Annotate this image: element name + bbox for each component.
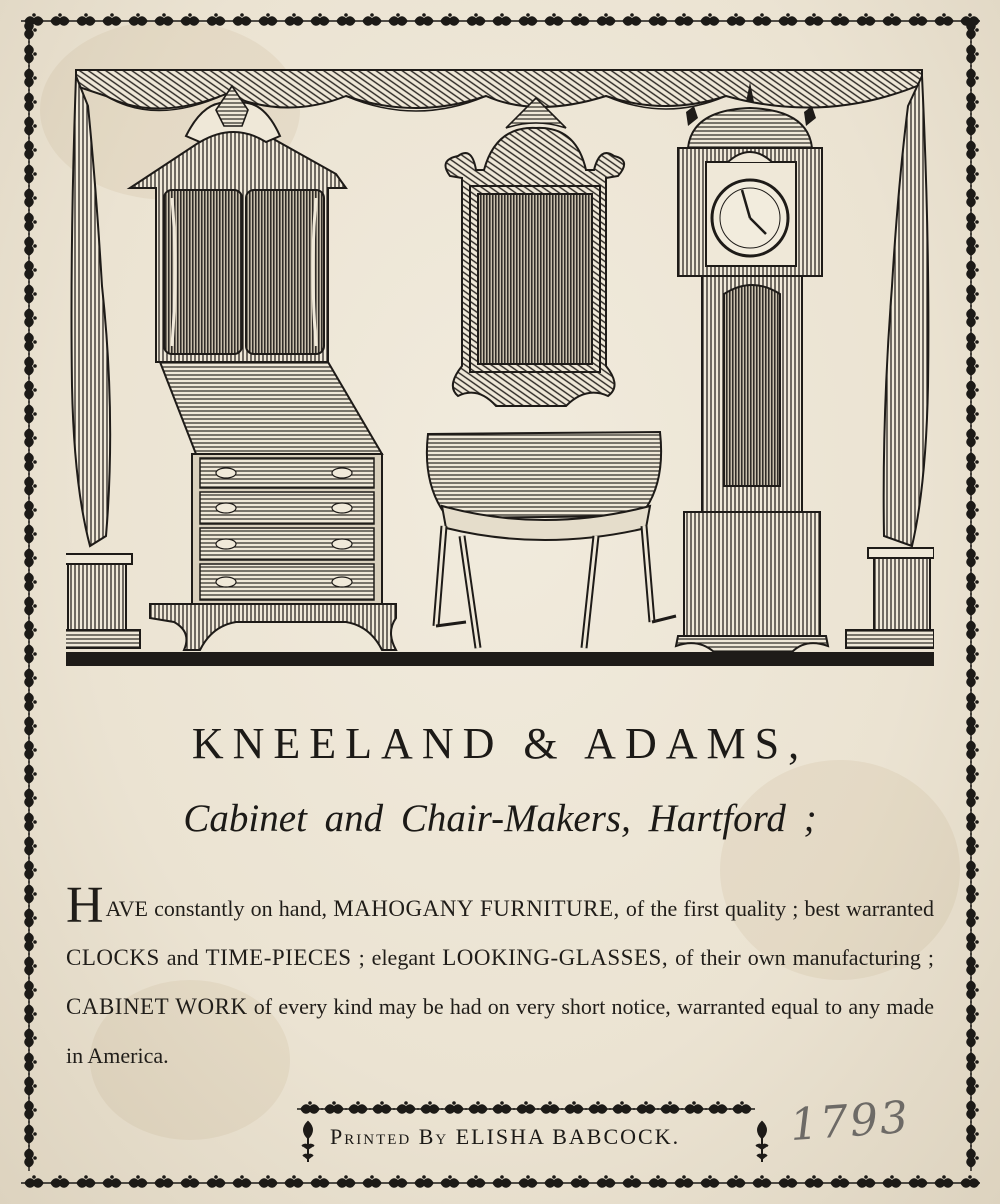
fleuron-icon (645, 13, 671, 25)
body-text-run: ; elegant (351, 945, 443, 970)
body-text-run: of every kind may be had on very short notice, warranted equal to any made in America. (66, 994, 934, 1068)
fleuron-icon (619, 1175, 645, 1187)
fleuron-icon (25, 497, 37, 523)
body-text-run: AVE constantly on hand, (105, 896, 334, 921)
fleuron-icon (385, 1175, 411, 1187)
drapery-right (884, 76, 929, 546)
fleuron-icon (25, 1097, 37, 1123)
fleuron-icon (177, 13, 203, 25)
fleuron-icon (967, 857, 979, 883)
fleuron-icon (229, 13, 255, 25)
fleuron-icon (967, 185, 979, 211)
fleuron-icon (47, 13, 73, 25)
fleuron-icon (967, 41, 979, 67)
fleuron-icon (513, 1101, 539, 1113)
fleuron-icon (417, 1101, 443, 1113)
fleuron-icon (541, 1175, 567, 1187)
fleuron-icon (931, 13, 957, 25)
fleuron-icon (125, 1175, 151, 1187)
right-ornamental-border (956, 20, 986, 1184)
fleuron-icon (749, 13, 775, 25)
fleuron-icon (345, 1101, 371, 1113)
fleuron-icon (775, 1175, 801, 1187)
fleuron-icon (321, 1101, 347, 1113)
fleuron-icon (297, 1101, 323, 1113)
fleuron-icon (151, 13, 177, 25)
fleuron-icon (723, 13, 749, 25)
fleuron-icon (25, 521, 37, 547)
fleuron-icon (25, 377, 37, 403)
body-caps-phrase: CABINET WORK (66, 994, 248, 1019)
fleuron-icon (967, 1121, 979, 1147)
fleuron-icon (827, 1175, 853, 1187)
fleuron-icon (25, 353, 37, 379)
fleuron-icon (967, 257, 979, 283)
trade-subheading: Cabinet and Chair-Makers, Hartford ; (183, 797, 817, 840)
fleuron-icon (281, 13, 307, 25)
fleuron-icon (967, 449, 979, 475)
fleuron-icon (515, 13, 541, 25)
fleuron-icon (411, 13, 437, 25)
fleuron-icon (359, 13, 385, 25)
fleuron-icon (25, 20, 37, 43)
fleuron-icon (73, 13, 99, 25)
fleuron-icon (967, 977, 979, 1003)
fleuron-icon (967, 569, 979, 595)
fleuron-icon (47, 1175, 73, 1187)
fleuron-icon (967, 329, 979, 355)
fleuron-icon (853, 13, 879, 25)
fleuron-icon (25, 665, 37, 691)
fleuron-icon (967, 1001, 979, 1027)
fleuron-icon (437, 1175, 463, 1187)
fleuron-icon (25, 1121, 37, 1147)
fleuron-icon (657, 1101, 683, 1113)
fleuron-icon (967, 905, 979, 931)
fleuron-icon (203, 1175, 229, 1187)
fleuron-icon (967, 1049, 979, 1075)
right-fleuron-icon (750, 1120, 774, 1164)
fleuron-icon (359, 1175, 385, 1187)
tall-case-clock (676, 82, 828, 652)
fleuron-icon (25, 929, 37, 955)
fleuron-icon (537, 1101, 563, 1113)
fleuron-icon (229, 1175, 255, 1187)
fleuron-icon (307, 1175, 333, 1187)
fleuron-icon (697, 13, 723, 25)
left-ornamental-border (14, 20, 44, 1184)
body-caps-phrase: TIME-PIECES (205, 945, 352, 970)
drapery-swag (76, 70, 922, 111)
fleuron-icon (307, 13, 333, 25)
fleuron-icon (489, 1175, 515, 1187)
fleuron-icon (967, 65, 979, 91)
fleuron-icon (99, 1175, 125, 1187)
bottom-ornamental-border (20, 1170, 980, 1196)
fleuron-icon (393, 1101, 419, 1113)
fleuron-icon (25, 161, 37, 187)
fleuron-icon (561, 1101, 587, 1113)
fleuron-icon (967, 281, 979, 307)
fleuron-icon (671, 13, 697, 25)
top-ornamental-border (20, 8, 980, 34)
fleuron-icon (905, 13, 931, 25)
fleuron-icon (567, 13, 593, 25)
fleuron-icon (255, 13, 281, 25)
body-caps-phrase: MAHOGANY FURNITURE, (333, 896, 620, 921)
handwritten-date: 1793 (788, 1091, 912, 1152)
fleuron-icon (25, 233, 37, 259)
fleuron-icon (333, 1175, 359, 1187)
fleuron-icon (465, 1101, 491, 1113)
fleuron-icon (25, 569, 37, 595)
fleuron-icon (437, 13, 463, 25)
fleuron-icon (967, 1145, 979, 1171)
fleuron-icon (177, 1175, 203, 1187)
fleuron-icon (489, 13, 515, 25)
fleuron-icon (967, 137, 979, 163)
furniture-engraving (66, 66, 934, 674)
fleuron-icon (25, 1025, 37, 1051)
fleuron-icon (967, 665, 979, 691)
fleuron-icon (967, 113, 979, 139)
fleuron-icon (619, 13, 645, 25)
fleuron-icon (967, 353, 979, 379)
fleuron-icon (25, 905, 37, 931)
fleuron-icon (645, 1175, 671, 1187)
fleuron-icon (25, 65, 37, 91)
fleuron-icon (25, 1145, 37, 1171)
fleuron-icon (515, 1175, 541, 1187)
fleuron-icon (25, 641, 37, 667)
fleuron-icon (633, 1101, 659, 1113)
fleuron-icon (729, 1101, 755, 1113)
fleuron-icon (151, 1175, 177, 1187)
fleuron-icon (967, 953, 979, 979)
drop-leaf-table (427, 432, 676, 648)
fleuron-icon (967, 521, 979, 547)
fleuron-icon (967, 233, 979, 259)
fleuron-icon (905, 1175, 931, 1187)
fleuron-icon (25, 401, 37, 427)
fleuron-icon (333, 13, 359, 25)
fleuron-icon (609, 1101, 635, 1113)
fleuron-icon (99, 13, 125, 25)
body-caps-phrase: LOOKING-GLASSES, (442, 945, 669, 970)
fleuron-icon (25, 185, 37, 211)
fleuron-icon (281, 1175, 307, 1187)
fleuron-icon (385, 13, 411, 25)
fleuron-icon (967, 593, 979, 619)
fleuron-icon (967, 425, 979, 451)
fleuron-icon (775, 13, 801, 25)
fleuron-icon (671, 1175, 697, 1187)
fleuron-icon (25, 425, 37, 451)
fleuron-icon (593, 13, 619, 25)
fleuron-icon (749, 1175, 775, 1187)
fleuron-icon (25, 281, 37, 307)
fleuron-icon (827, 13, 853, 25)
fleuron-icon (967, 1073, 979, 1099)
fleuron-icon (967, 1025, 979, 1051)
fleuron-icon (967, 641, 979, 667)
fleuron-icon (801, 1175, 827, 1187)
fleuron-icon (967, 161, 979, 187)
fleuron-icon (541, 13, 567, 25)
fleuron-icon (73, 1175, 99, 1187)
fleuron-icon (593, 1175, 619, 1187)
desk-and-bookcase (130, 86, 396, 650)
fleuron-icon (25, 1001, 37, 1027)
body-segments (66, 896, 934, 1068)
fleuron-icon (879, 1175, 905, 1187)
advertisement-body (66, 877, 934, 1080)
looking-glass (446, 98, 625, 406)
fleuron-icon (585, 1101, 611, 1113)
fleuron-icon (25, 473, 37, 499)
fleuron-icon (411, 1175, 437, 1187)
fleuron-icon (705, 1101, 731, 1113)
drapery-left (72, 76, 111, 546)
fleuron-icon (25, 1073, 37, 1099)
fleuron-icon (879, 13, 905, 25)
body-text-run: of their own manufacturing ; (668, 945, 934, 970)
fleuron-icon (25, 689, 37, 715)
fleuron-icon (25, 257, 37, 283)
fleuron-icon (463, 13, 489, 25)
printer-divider-ornament (296, 1096, 764, 1118)
printer-credit: Printed By ELISHA BABCOCK. (330, 1124, 681, 1149)
body-caps-phrase: CLOCKS (66, 945, 160, 970)
body-text-run: of the first quality ; best warranted (619, 896, 934, 921)
fleuron-icon (125, 13, 151, 25)
fleuron-icon (967, 377, 979, 403)
fleuron-icon (567, 1175, 593, 1187)
fleuron-icon (25, 113, 37, 139)
fleuron-icon (25, 305, 37, 331)
fleuron-icon (967, 881, 979, 907)
fleuron-icon (967, 305, 979, 331)
fleuron-icon (25, 545, 37, 571)
fleuron-icon (697, 1175, 723, 1187)
fleuron-icon (681, 1101, 707, 1113)
fleuron-icon (25, 857, 37, 883)
fleuron-icon (25, 89, 37, 115)
fleuron-icon (463, 1175, 489, 1187)
fleuron-icon (967, 689, 979, 715)
fleuron-icon (25, 593, 37, 619)
fleuron-icon (441, 1101, 467, 1113)
fleuron-icon (489, 1101, 515, 1113)
floor-line (66, 652, 934, 666)
fleuron-icon (203, 13, 229, 25)
fleuron-icon (967, 617, 979, 643)
fleuron-icon (967, 1097, 979, 1123)
fleuron-icon (967, 473, 979, 499)
fleuron-icon (967, 209, 979, 235)
fleuron-icon (801, 13, 827, 25)
fleuron-icon (967, 401, 979, 427)
fleuron-icon (25, 881, 37, 907)
pedestal-left (66, 554, 140, 648)
fleuron-icon (25, 617, 37, 643)
drop-cap: H (66, 877, 104, 934)
fleuron-icon (931, 1175, 957, 1187)
fleuron-icon (369, 1101, 395, 1113)
fleuron-icon (25, 41, 37, 67)
fleuron-icon (967, 89, 979, 115)
fleuron-icon (967, 929, 979, 955)
fleuron-icon (967, 497, 979, 523)
fleuron-icon (255, 1175, 281, 1187)
left-fleuron-icon (296, 1120, 320, 1164)
firm-name-heading: KNEELAND & ADAMS, (191, 719, 809, 768)
fleuron-icon (25, 953, 37, 979)
fleuron-icon (967, 545, 979, 571)
fleuron-icon (967, 20, 979, 43)
fleuron-icon (25, 1049, 37, 1075)
fleuron-icon (25, 329, 37, 355)
fleuron-icon (25, 209, 37, 235)
body-text-run: and (159, 945, 206, 970)
fleuron-icon (723, 1175, 749, 1187)
pedestal-right (846, 548, 934, 648)
fleuron-icon (25, 977, 37, 1003)
fleuron-icon (25, 449, 37, 475)
fleuron-icon (25, 137, 37, 163)
fleuron-icon (853, 1175, 879, 1187)
